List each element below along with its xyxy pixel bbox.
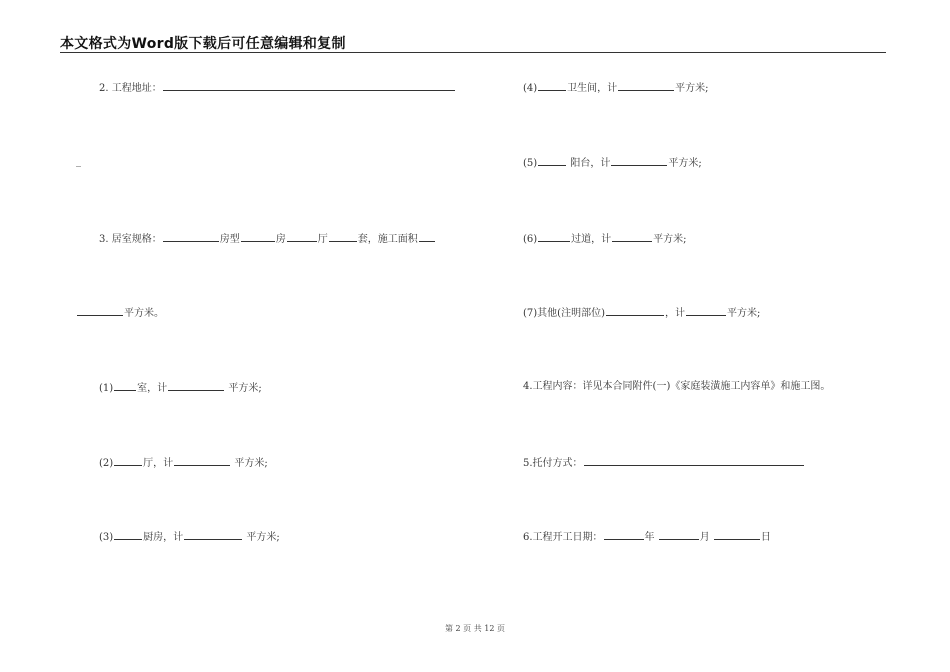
bedroom-line: [99, 380, 262, 395]
rooms-text: 房: [275, 234, 286, 245]
bedroom-count-blank: [114, 380, 136, 391]
unit-text: 平方米;: [653, 234, 687, 245]
item-number: (5): [523, 158, 538, 169]
sets-blank: [329, 231, 357, 242]
project-content-text: 4.工程内容：详见本合同附件(一)《家庭装潢施工内容单》和施工图。: [523, 381, 831, 392]
item-number: (2): [99, 458, 114, 469]
start-date-label: 6.工程开工日期：: [523, 532, 603, 543]
kitchen-area-blank: [184, 529, 242, 540]
bathroom-area-blank: [618, 80, 674, 91]
day-blank: [714, 529, 760, 540]
halls-text: 厅: [317, 234, 328, 245]
item-number: (3): [99, 532, 114, 543]
room-spec-label: 3. 居室规格：: [99, 234, 162, 245]
unit-text: 平方米;: [228, 383, 262, 394]
bathroom-text: 卫生间，计: [567, 83, 618, 94]
page-number: 第 2 页 共 12 页: [445, 624, 505, 633]
start-date-line: [523, 529, 771, 544]
area-unit-text: 平方米。: [124, 308, 164, 319]
year-blank: [604, 529, 644, 540]
other-area-line: [523, 305, 760, 320]
room-spec-line: [99, 231, 436, 246]
rooms-blank: [241, 231, 275, 242]
year-text: 年: [644, 532, 655, 543]
unit-text: 平方米;: [246, 532, 280, 543]
project-address-line: [99, 80, 456, 95]
construction-area-blank: [77, 305, 123, 316]
corridor-area-blank: [612, 231, 652, 242]
unit-text: 平方米;: [668, 158, 702, 169]
balcony-line: [523, 155, 702, 170]
kitchen-count-blank: [114, 529, 142, 540]
item-number: (6): [523, 234, 538, 245]
construction-area-text: 套，施工面积: [357, 234, 418, 245]
construction-area-line: [76, 305, 164, 320]
bathroom-count-blank: [538, 80, 566, 91]
hall-text: 厅，计: [143, 458, 174, 469]
construction-area-blank-start: [419, 231, 435, 242]
layout-type-text: 房型: [219, 234, 240, 245]
bedroom-text: 室，计: [137, 383, 168, 394]
project-address-label: 2. 工程地址：: [99, 83, 162, 94]
other-text: ，计: [664, 308, 685, 319]
month-blank: [659, 529, 699, 540]
project-address-blank: [163, 80, 455, 91]
other-area-label: (7)其他(注明部位): [523, 308, 605, 319]
item-number: (1): [99, 383, 114, 394]
payment-method-line: [523, 455, 805, 470]
unit-text: 平方米;: [726, 308, 761, 319]
hall-area-blank: [174, 455, 230, 466]
corridor-count-blank: [538, 231, 570, 242]
hall-count-blank: [114, 455, 142, 466]
hall-line: [99, 455, 268, 470]
corridor-line: [523, 231, 687, 246]
unit-text: 平方米;: [675, 83, 709, 94]
month-text: 月: [699, 532, 710, 543]
unit-text: 平方米;: [234, 458, 268, 469]
layout-type-blank: [163, 231, 219, 242]
corridor-text: 过道，计: [571, 234, 612, 245]
balcony-count-blank: [538, 155, 566, 166]
kitchen-line: [99, 529, 280, 544]
stray-mark: _: [76, 156, 81, 167]
header-divider: [60, 52, 886, 53]
balcony-text: 阳台，计: [570, 158, 611, 169]
bathroom-line: [523, 80, 709, 95]
halls-blank: [287, 231, 317, 242]
payment-method-label: 5.托付方式：: [523, 458, 583, 469]
other-location-blank: [606, 305, 664, 316]
balcony-area-blank: [611, 155, 667, 166]
kitchen-text: 厨房，计: [143, 532, 184, 543]
day-text: 日: [760, 532, 771, 543]
bedroom-area-blank: [168, 380, 224, 391]
item-number: (4): [523, 83, 538, 94]
document-header-title: 本文格式为Word版下载后可任意编辑和复制: [60, 36, 346, 52]
other-area-blank: [686, 305, 726, 316]
payment-method-blank: [584, 455, 804, 466]
